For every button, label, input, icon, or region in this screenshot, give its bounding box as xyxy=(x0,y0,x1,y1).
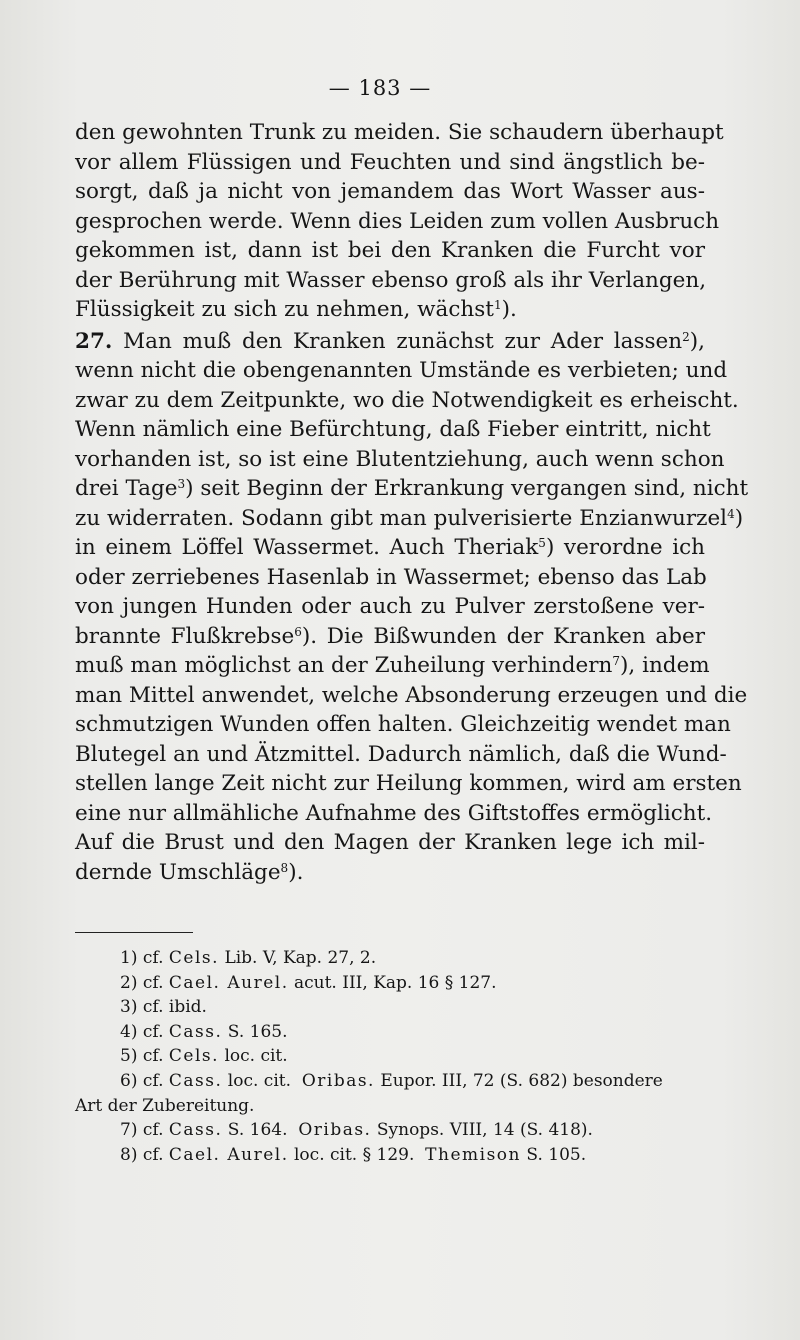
footnote-ref: 3 xyxy=(177,477,186,491)
text-fragment: ). xyxy=(288,859,304,885)
footnote-ref: 7 xyxy=(612,654,621,668)
text-line: von jungen Hunden oder auch zu Pulver zerstoßene ver- xyxy=(75,594,705,619)
footnote-ref: 8 xyxy=(280,860,289,875)
text-line: Wenn nämlich eine Befürchtung, daß Fieber eintritt, nicht xyxy=(75,417,711,442)
text-fragment: dernde Umschläge xyxy=(75,859,281,885)
text-line: sorgt, daß ja nicht von jemandem das Wort Wasser aus- xyxy=(75,179,705,204)
footnote-ref: 5 xyxy=(538,536,546,550)
page-number: — 183 — xyxy=(328,76,432,100)
text-fragment: ). xyxy=(501,297,517,322)
text-fragment: muß man möglichst an der Zuheilung verhindern xyxy=(75,653,613,678)
text-fragment: ) verordne ich xyxy=(545,535,706,560)
text-line: vorhanden ist, so ist eine Blutentziehung, auch wenn schon xyxy=(75,446,725,472)
text-line: stellen lange Zeit nicht zur Heilung kommen, wird am ersten xyxy=(75,771,742,796)
text-fragment: drei Tage xyxy=(75,476,178,501)
footnote: 6) cf. Cass. loc. cit. Oribas. Eupor. III, 72 (S. 682) besondere xyxy=(120,1070,663,1091)
text-line: man Mittel anwendet, welche Absonderung erzeugen und die xyxy=(75,682,748,708)
footnote: 8) cf. Cael. Aurel. loc. cit. § 129. Themison S. 105. xyxy=(120,1144,587,1165)
footnote: 7) cf. Cass. S. 164. Oribas. Synops. VIII, 14 (S. 418). xyxy=(120,1120,593,1141)
text-fragment: ), xyxy=(689,328,705,354)
text-fragment: in einem Löffel Wassermet. Auch Theriak xyxy=(75,535,539,560)
text-line xyxy=(75,622,705,652)
footnote-divider xyxy=(75,932,193,933)
paragraph-number: 27. xyxy=(75,328,113,354)
footnote: 3) cf. ibid. xyxy=(120,997,207,1018)
footnote-ref: 1 xyxy=(493,298,502,312)
footnotes xyxy=(75,946,705,1167)
text-line xyxy=(75,295,705,325)
text-line: schmutzigen Wunden offen halten. Gleichzeitig wendet man xyxy=(75,712,731,737)
footnote-ref: 4 xyxy=(727,506,735,521)
text-line: zwar zu dem Zeitpunkte, wo die Notwendigkeit es erheischt. xyxy=(75,387,739,413)
text-line: den gewohnten Trunk zu meiden. Sie schaudern überhaupt xyxy=(75,120,724,145)
footnote-continuation: Art der Zubereitung. xyxy=(75,1095,255,1116)
text-line xyxy=(75,474,749,504)
text-line xyxy=(75,651,710,681)
text-line: gekommen ist, dann ist bei den Kranken die Furcht vor xyxy=(75,238,705,263)
text-line: vor allem Flüssigen und Feuchten und sind ängstlich be- xyxy=(75,149,705,175)
text-line: der Berührung mit Wasser ebenso groß als ihr Verlangen, xyxy=(75,267,707,293)
footnote: 5) cf. Cels. loc. cit. xyxy=(120,1046,288,1067)
footnote-ref: 2 xyxy=(682,329,690,344)
text-fragment: ), indem xyxy=(620,653,710,678)
footnote: 2) cf. Cael. Aurel. acut. III, Kap. 16 § 127. xyxy=(120,972,497,993)
text-line: Auf die Brust und den Magen der Kranken lege ich mil- xyxy=(75,830,705,855)
text-line xyxy=(75,327,705,357)
text-fragment: brannte Flußkrebse xyxy=(75,623,295,649)
footnote: 1) cf. Cels. Lib. V, Kap. 27, 2. xyxy=(120,948,377,968)
text-line xyxy=(75,504,744,534)
text-line xyxy=(75,858,705,888)
text-fragment: ) xyxy=(734,505,744,531)
text-line: gesprochen werde. Wenn dies Leiden zum vollen Ausbruch xyxy=(75,208,720,234)
text-fragment: zu widerraten. Sodann gibt man pulverisierte Enzianwurzel xyxy=(75,505,728,531)
text-line: wenn nicht die obengenannten Umstände es verbieten; und xyxy=(75,358,728,383)
text-line: oder zerriebenes Hasenlab in Wassermet; ebenso das Lab xyxy=(75,564,707,590)
text-fragment: ) seit Beginn der Erkrankung vergangen sind, nicht xyxy=(185,476,749,501)
footnote-ref: 6 xyxy=(294,624,302,639)
main-text xyxy=(75,118,749,887)
text-line: Blutegel an und Ätzmittel. Dadurch nämlich, daß die Wund- xyxy=(75,741,727,767)
text-fragment: Flüssigkeit zu sich zu nehmen, wächst xyxy=(75,297,494,322)
text-line xyxy=(75,533,705,563)
footnote: 4) cf. Cass. S. 165. xyxy=(120,1021,288,1042)
text-fragment: ). Die Bißwunden der Kranken aber xyxy=(301,623,705,649)
text-line: eine nur allmähliche Aufnahme des Giftstoffes ermöglicht. xyxy=(75,800,713,826)
text-fragment: Man muß den Kranken zunächst zur Ader lassen xyxy=(112,328,683,354)
